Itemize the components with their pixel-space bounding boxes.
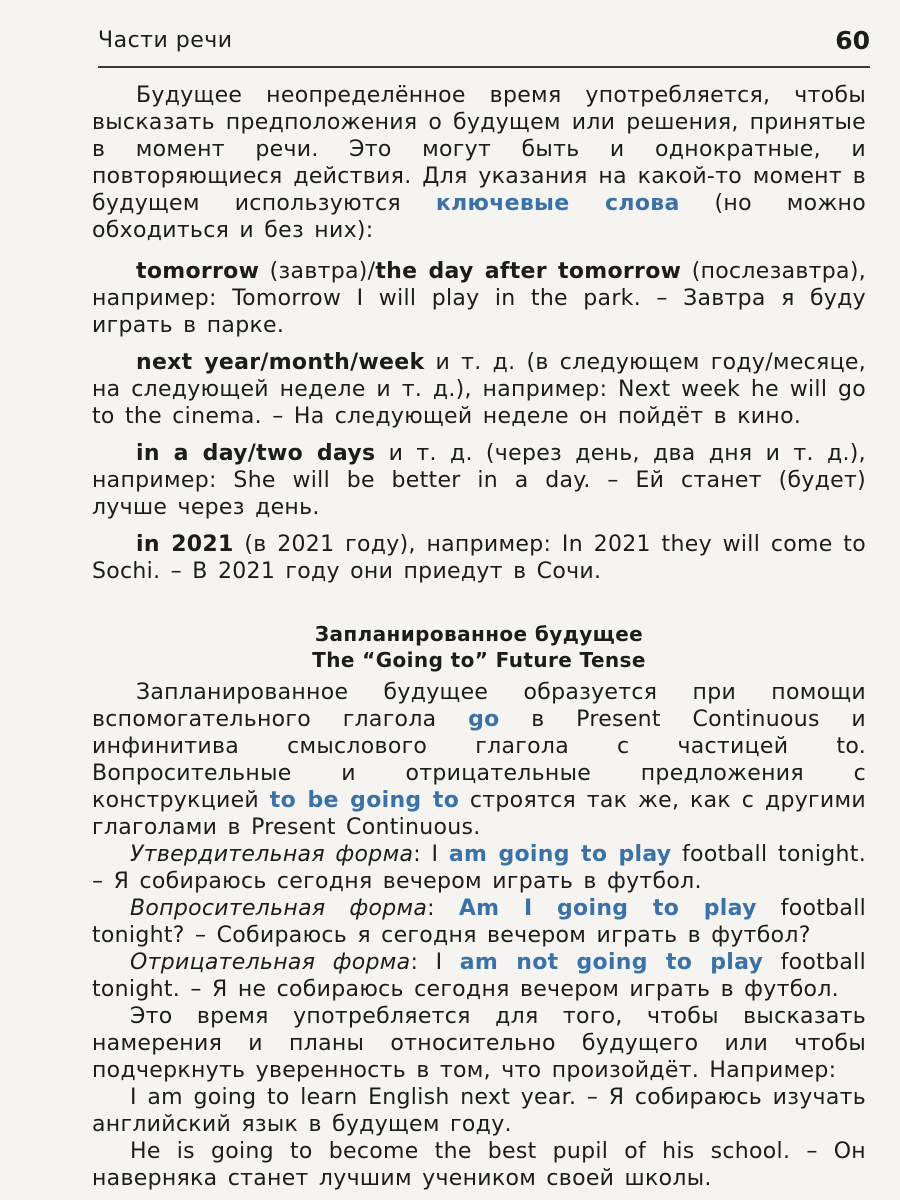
form-text: football tonight. – Я собираюсь сегодня вечером играть в футбол. — [92, 842, 866, 894]
keyword-highlight: Am I going to play — [458, 896, 757, 921]
formation-paragraph — [92, 679, 866, 841]
keyword-highlight: to be going to — [269, 788, 460, 813]
keyword-example: и т. д. (через день, два дня и т. д.), например: She will be better in a day. – Ей станет (будет) лучше через день. — [92, 441, 866, 520]
keyword-term: in 2021 — [136, 532, 234, 557]
keyword-example: и т. д. (в следующем году/месяце, на следующей неделе и т. д.), например: Next week he will go to the cinema. – На следующей неделе он пойдёт в кино. — [92, 350, 866, 429]
usage-paragraph: Это время употребляется для того, чтобы высказать намерения и планы относительно будущего или чтобы подчеркнуть уверенность в том, что произойдёт. Например: — [92, 1004, 866, 1083]
form-label: Вопросительная форма — [130, 896, 428, 921]
intro-text: Будущее неопределённое время употребляется, чтобы высказать предположения о будущем или решения, принятые в момент речи. Это могут быть и однократные, и повторяющиеся действия. Для указания на какой-то момент в будущем используются — [92, 83, 866, 216]
form-negative — [92, 949, 866, 1003]
page-number: 60 — [835, 26, 870, 55]
form-interrogative — [92, 895, 866, 949]
section-title: Части речи — [98, 28, 233, 53]
paragraph-text: Запланированное будущее образуется при помощи вспомогательного глагола — [92, 680, 866, 732]
keyword-example: (послезавтра), например: Tomorrow I will play in the park. – Завтра я буду играть в парке. — [92, 259, 866, 338]
keyword-example: (в 2021 году), например: In 2021 they will come to Sochi. – В 2021 году они приедут в Сочи. — [92, 532, 866, 584]
form-affirmative — [92, 841, 866, 895]
keyword-highlight: am not going to play — [459, 950, 764, 975]
example-sentence: I am going to learn English next year. – Я собираюсь изучать английский язык в будущем году. — [92, 1085, 866, 1137]
keyword-item — [92, 440, 866, 521]
keyword-term: tomorrow — [136, 259, 260, 284]
section-heading-en: The “Going to” Future Tense — [312, 648, 646, 672]
form-text: : I — [410, 950, 460, 975]
intro-paragraph — [92, 82, 866, 244]
form-text: : I — [413, 842, 449, 867]
keyword-item — [92, 531, 866, 585]
keyword-highlight: am going to play — [448, 842, 672, 867]
keyword-item — [92, 349, 866, 430]
section-heading-ru: Запланированное будущее — [314, 622, 644, 646]
paragraph-text: в Present Continuous и инфинитива смыслового глагола с частицей to. Вопросительные и отрицательные предложения с конструкцией — [92, 707, 866, 813]
intro-text-end: (но можно обходиться и без них): — [92, 191, 867, 243]
keyword-term: next year/month/week — [136, 350, 425, 375]
example-sentence: He is going to become the best pupil of his school. – Он наверняка станет лучшим учеником своей школы. — [92, 1139, 866, 1191]
form-label: Отрицательная форма — [130, 950, 411, 975]
keyword-highlight: ключевые слова — [435, 191, 680, 216]
keyword-translation: (завтра)/ — [259, 259, 376, 284]
page-content — [92, 82, 866, 1192]
keyword-term: the day after tomorrow — [375, 259, 682, 284]
keyword-highlight: go — [468, 707, 500, 732]
form-text: football tonight? – Собираюсь я сегодня вечером играть в футбол? — [92, 896, 867, 948]
keyword-item — [92, 258, 866, 339]
form-text: : — [427, 896, 459, 921]
page-header — [98, 26, 870, 68]
form-label: Утвердительная форма — [130, 842, 414, 867]
form-text: football tonight. – Я не собираюсь сегодня вечером играть в футбол. — [92, 950, 866, 1002]
paragraph-text: строятся так же, как с другими глаголами в Present Continuous. — [92, 788, 866, 840]
keyword-term: in a day/two days — [136, 441, 376, 466]
